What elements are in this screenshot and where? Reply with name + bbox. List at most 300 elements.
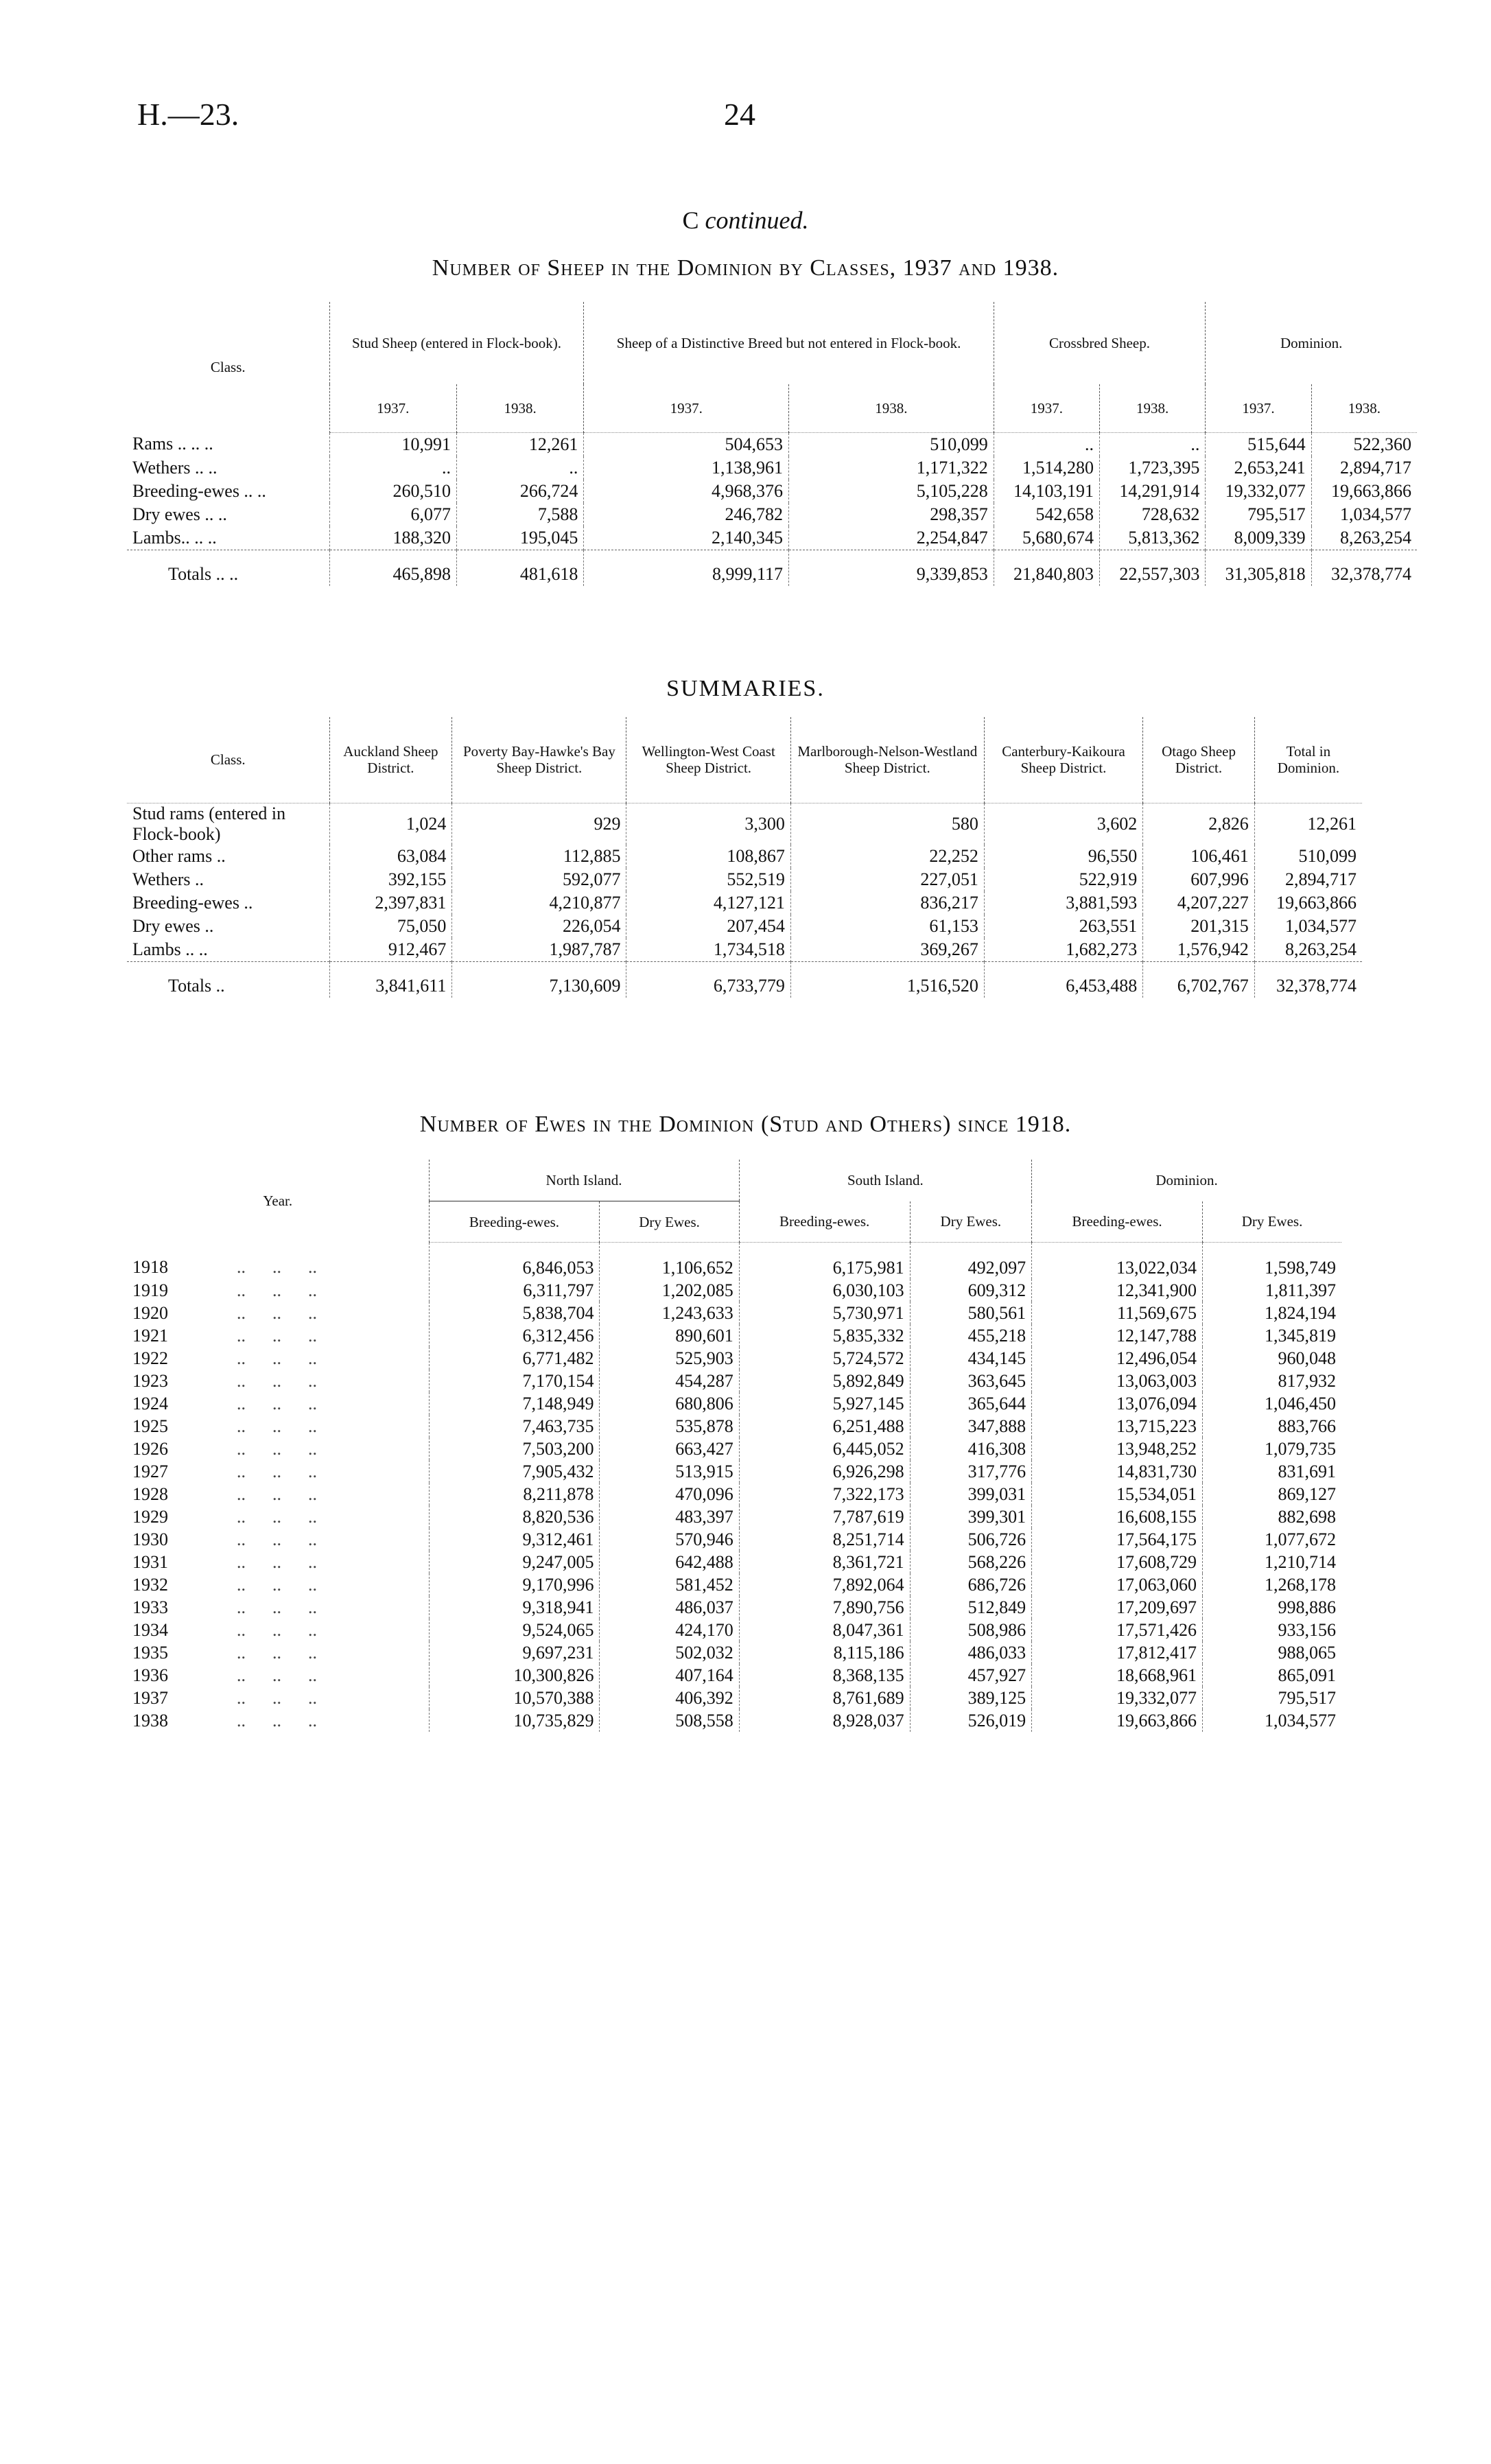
row-label <box>127 1528 429 1551</box>
table-row <box>127 868 1362 891</box>
page-number: 24 <box>724 97 755 132</box>
year-header: Year. <box>263 1193 293 1210</box>
row-label-text: 1929 <box>132 1506 168 1527</box>
cell-value: 483,397 <box>600 1505 739 1528</box>
cell-value: 347,888 <box>910 1415 1031 1438</box>
cell-value: 3,881,593 <box>984 891 1142 915</box>
row-label-text: Dry ewes .. <box>132 915 214 936</box>
cell-value: 406,392 <box>600 1687 739 1709</box>
total-value: 6,733,779 <box>626 961 790 998</box>
cell-value: 6,846,053 <box>429 1243 600 1280</box>
year-row <box>127 1392 1341 1415</box>
row-label <box>127 1279 429 1302</box>
row-label-text: 1920 <box>132 1302 168 1323</box>
group-header: North Island. <box>429 1160 739 1201</box>
district-header: Wellington-West Coast Sheep District. <box>626 717 790 803</box>
table-row <box>127 480 1417 503</box>
cell-value: 5,680,674 <box>994 526 1099 550</box>
cell-value: 525,903 <box>600 1347 739 1370</box>
row-label-text: 1936 <box>132 1665 168 1685</box>
cell-value: 1,243,633 <box>600 1302 739 1324</box>
row-label-text: 1922 <box>132 1348 168 1368</box>
cell-value: 75,050 <box>329 915 452 938</box>
cell-value: 1,024 <box>329 803 452 845</box>
table-row <box>127 803 1362 845</box>
cell-value: 12,261 <box>1254 803 1362 845</box>
cell-value: 457,927 <box>910 1664 1031 1687</box>
cell-value: 2,653,241 <box>1206 456 1311 480</box>
cell-value: .. <box>456 456 583 480</box>
totals-row <box>127 961 1362 998</box>
cell-value: 17,571,426 <box>1032 1619 1203 1641</box>
cell-value: 9,318,941 <box>429 1596 600 1619</box>
cell-value: .. <box>994 432 1099 456</box>
year-row <box>127 1302 1341 1324</box>
leader-dots: .. .. .. <box>237 1529 317 1549</box>
cell-value: 5,730,971 <box>739 1302 910 1324</box>
row-label-text: 1921 <box>132 1325 168 1346</box>
cell-value: 7,588 <box>456 503 583 526</box>
year-row <box>127 1370 1341 1392</box>
row-label-text: 1918 <box>132 1257 168 1278</box>
row-label <box>127 1664 429 1687</box>
year-row <box>127 1347 1341 1370</box>
cell-value: 17,063,060 <box>1032 1573 1203 1596</box>
table-row <box>127 526 1417 550</box>
cell-value: 1,106,652 <box>600 1243 739 1280</box>
cell-value: 13,076,094 <box>1032 1392 1203 1415</box>
cell-value: 18,668,961 <box>1032 1664 1203 1687</box>
leader-dots: .. .. .. <box>237 1370 317 1391</box>
class-header: Class. <box>127 717 329 803</box>
column-header: Dry Ewes. <box>600 1201 739 1243</box>
cell-value: 9,524,065 <box>429 1619 600 1641</box>
table-row <box>127 432 1417 456</box>
cell-value: 508,986 <box>910 1619 1031 1641</box>
cell-value: 7,905,432 <box>429 1460 600 1483</box>
row-label-text: 1934 <box>132 1619 168 1640</box>
cell-value: 6,175,981 <box>739 1243 910 1280</box>
row-label <box>127 1596 429 1619</box>
leader-dots: .. .. .. <box>237 1302 317 1323</box>
cell-value: 12,341,900 <box>1032 1279 1203 1302</box>
leader-dots: .. .. .. <box>237 1483 317 1504</box>
cell-value: 14,291,914 <box>1100 480 1206 503</box>
column-header: Dry Ewes. <box>910 1201 1031 1243</box>
cell-value: 7,322,173 <box>739 1483 910 1505</box>
leader-dots: .. .. .. <box>237 1280 317 1300</box>
group-header: Dominion. <box>1206 302 1417 384</box>
cell-value: 7,787,619 <box>739 1505 910 1528</box>
cell-value: 17,209,697 <box>1032 1596 1203 1619</box>
column-header: Dry Ewes. <box>1203 1201 1341 1243</box>
cell-value: 502,032 <box>600 1641 739 1664</box>
row-label-text: Wethers .. .. <box>132 457 218 478</box>
cell-value: 6,077 <box>329 503 456 526</box>
cell-value: 188,320 <box>329 526 456 550</box>
row-label <box>127 1641 429 1664</box>
group-header: South Island. <box>739 1160 1031 1201</box>
total-value: 6,453,488 <box>984 961 1142 998</box>
year-row <box>127 1460 1341 1483</box>
year-header: 1938. <box>1311 384 1417 432</box>
cell-value: 1,171,322 <box>789 456 994 480</box>
cell-value: 7,463,735 <box>429 1415 600 1438</box>
cell-value: 882,698 <box>1203 1505 1341 1528</box>
table-row <box>127 456 1417 480</box>
group-header: Sheep of a Distinctive Breed but not entered in Flock-book. <box>584 302 994 384</box>
year-header: 1937. <box>584 384 789 432</box>
cell-value: 7,503,200 <box>429 1438 600 1460</box>
cell-value: 19,332,077 <box>1206 480 1311 503</box>
year-header: 1938. <box>789 384 994 432</box>
cell-value: 63,084 <box>329 845 452 868</box>
totals-row <box>127 550 1417 586</box>
cell-value: 515,644 <box>1206 432 1311 456</box>
cell-value: 1,682,273 <box>984 938 1142 962</box>
cell-value: 298,357 <box>789 503 994 526</box>
cell-value: 16,608,155 <box>1032 1505 1203 1528</box>
row-label <box>127 1243 429 1280</box>
group-header: Stud Sheep (entered in Flock-book). <box>329 302 584 384</box>
cell-value: 17,812,417 <box>1032 1641 1203 1664</box>
cell-value: 8,361,721 <box>739 1551 910 1573</box>
column-header: Breeding-ewes. <box>429 1201 600 1243</box>
cell-value: 9,697,231 <box>429 1641 600 1664</box>
leader-dots: .. .. .. <box>237 1393 317 1413</box>
cell-value: 663,427 <box>600 1438 739 1460</box>
cell-value: 1,077,672 <box>1203 1528 1341 1551</box>
cell-value: 2,894,717 <box>1311 456 1417 480</box>
cell-value: 883,766 <box>1203 1415 1341 1438</box>
leader-dots: .. .. .. <box>237 1687 317 1708</box>
cell-value: 568,226 <box>910 1551 1031 1573</box>
cell-value: 389,125 <box>910 1687 1031 1709</box>
table-row <box>127 938 1362 962</box>
cell-value: 207,454 <box>626 915 790 938</box>
cell-value: 492,097 <box>910 1243 1031 1280</box>
cell-value: 831,691 <box>1203 1460 1341 1483</box>
year-row <box>127 1664 1341 1687</box>
section-continued <box>0 206 1491 235</box>
row-label <box>127 1573 429 1596</box>
cell-value: 570,946 <box>600 1528 739 1551</box>
cell-value: 12,261 <box>456 432 583 456</box>
cell-value: 522,360 <box>1311 432 1417 456</box>
leader-dots: .. .. .. <box>237 1665 317 1685</box>
leader-dots: .. .. .. <box>237 1506 317 1527</box>
totals-label: Totals .. <box>127 961 329 998</box>
cell-value: 363,645 <box>910 1370 1031 1392</box>
row-label-text: 1930 <box>132 1529 168 1549</box>
cell-value: 522,919 <box>984 868 1142 891</box>
cell-value: 365,644 <box>910 1392 1031 1415</box>
row-label-text: 1926 <box>132 1438 168 1459</box>
row-label-text: Lambs .. .. <box>132 939 208 959</box>
total-value: 9,339,853 <box>789 550 994 586</box>
district-header: Marlborough-Nelson-Westland Sheep District. <box>790 717 984 803</box>
total-value: 32,378,774 <box>1254 961 1362 998</box>
cell-value: 1,987,787 <box>452 938 626 962</box>
district-header: Poverty Bay-Hawke's Bay Sheep District. <box>452 717 626 803</box>
cell-value: 266,724 <box>456 480 583 503</box>
cell-value: 607,996 <box>1143 868 1255 891</box>
total-value: 6,702,767 <box>1143 961 1255 998</box>
cell-value: 17,564,175 <box>1032 1528 1203 1551</box>
cell-value: 988,065 <box>1203 1641 1341 1664</box>
class-header: Class. <box>210 359 246 375</box>
leader-dots: .. .. .. <box>237 1551 317 1572</box>
cell-value: 1,734,518 <box>626 938 790 962</box>
cell-value: 929 <box>452 803 626 845</box>
cell-value: 1,210,714 <box>1203 1551 1341 1573</box>
cell-value: 108,867 <box>626 845 790 868</box>
cell-value: 1,034,577 <box>1254 915 1362 938</box>
cell-value: .. <box>1100 432 1206 456</box>
row-label-text: 1925 <box>132 1416 168 1436</box>
cell-value: 933,156 <box>1203 1619 1341 1641</box>
cell-value: 2,140,345 <box>584 526 789 550</box>
leader-dots: .. .. .. <box>237 1710 317 1730</box>
cell-value: 5,724,572 <box>739 1347 910 1370</box>
year-header: 1938. <box>456 384 583 432</box>
row-label <box>127 891 329 915</box>
cell-value: 5,813,362 <box>1100 526 1206 550</box>
row-label <box>127 1483 429 1505</box>
cell-value: 8,820,536 <box>429 1505 600 1528</box>
row-label <box>127 1324 429 1347</box>
cell-value: 195,045 <box>456 526 583 550</box>
cell-value: 592,077 <box>452 868 626 891</box>
cell-value: 580,561 <box>910 1302 1031 1324</box>
row-label <box>127 480 329 503</box>
row-label <box>127 803 329 845</box>
totals-label: Totals .. .. <box>127 550 329 586</box>
cell-value: 12,496,054 <box>1032 1347 1203 1370</box>
cell-value: 728,632 <box>1100 503 1206 526</box>
cell-value: 1,034,577 <box>1311 503 1417 526</box>
cell-value: 1,138,961 <box>584 456 789 480</box>
cell-value: 504,653 <box>584 432 789 456</box>
row-label <box>127 1370 429 1392</box>
cell-value: 2,254,847 <box>789 526 994 550</box>
leader-dots: .. .. .. <box>237 1348 317 1368</box>
cell-value: 3,300 <box>626 803 790 845</box>
cell-value: 6,251,488 <box>739 1415 910 1438</box>
cell-value: 552,519 <box>626 868 790 891</box>
cell-value: 8,368,135 <box>739 1664 910 1687</box>
cell-value: 434,145 <box>910 1347 1031 1370</box>
cell-value: 506,726 <box>910 1528 1031 1551</box>
total-value: 481,618 <box>456 550 583 586</box>
total-value: 21,840,803 <box>994 550 1099 586</box>
row-label-text: 1935 <box>132 1642 168 1663</box>
cell-value: 8,047,361 <box>739 1619 910 1641</box>
cell-value: 836,217 <box>790 891 984 915</box>
district-header: Total in Dominion. <box>1254 717 1362 803</box>
table-row <box>127 915 1362 938</box>
year-row <box>127 1709 1341 1732</box>
cell-value: 513,915 <box>600 1460 739 1483</box>
row-label <box>127 456 329 480</box>
year-row <box>127 1573 1341 1596</box>
row-label-text: 1933 <box>132 1597 168 1617</box>
cell-value: 526,019 <box>910 1709 1031 1732</box>
cell-value: 112,885 <box>452 845 626 868</box>
cell-value: 61,153 <box>790 915 984 938</box>
leader-dots: .. .. .. <box>237 1597 317 1617</box>
row-label-text: 1919 <box>132 1280 168 1300</box>
cell-value: 8,928,037 <box>739 1709 910 1732</box>
cell-value: 1,046,450 <box>1203 1392 1341 1415</box>
row-label-text: Breeding-ewes .. .. <box>132 480 266 501</box>
cell-value: 7,892,064 <box>739 1573 910 1596</box>
cell-value: 12,147,788 <box>1032 1324 1203 1347</box>
row-label-text: 1927 <box>132 1461 168 1481</box>
cell-value: 9,170,996 <box>429 1573 600 1596</box>
row-label <box>127 1619 429 1641</box>
district-header: Otago Sheep District. <box>1143 717 1255 803</box>
cell-value: 5,838,704 <box>429 1302 600 1324</box>
group-header: Dominion. <box>1032 1160 1341 1201</box>
cell-value: 1,202,085 <box>600 1279 739 1302</box>
cell-value: 6,445,052 <box>739 1438 910 1460</box>
row-label-text: 1923 <box>132 1370 168 1391</box>
table-row <box>127 503 1417 526</box>
leader-dots: .. .. .. <box>237 1438 317 1459</box>
total-value: 8,999,117 <box>584 550 789 586</box>
cell-value: 106,461 <box>1143 845 1255 868</box>
row-label-text: Lambs.. .. .. <box>132 527 217 548</box>
cell-value: 7,890,756 <box>739 1596 910 1619</box>
row-label <box>127 1687 429 1709</box>
cell-value: 795,517 <box>1203 1687 1341 1709</box>
row-label <box>127 1415 429 1438</box>
cell-value: 9,247,005 <box>429 1551 600 1573</box>
row-label <box>127 868 329 891</box>
cell-value: 260,510 <box>329 480 456 503</box>
cell-value: 1,514,280 <box>994 456 1099 480</box>
cell-value: 795,517 <box>1206 503 1311 526</box>
year-row <box>127 1528 1341 1551</box>
cell-value: 1,079,735 <box>1203 1438 1341 1460</box>
cell-value: 4,207,227 <box>1143 891 1255 915</box>
sheep-by-classes-table <box>127 302 1417 586</box>
cell-value: 817,932 <box>1203 1370 1341 1392</box>
leader-dots: .. .. .. <box>237 1619 317 1640</box>
cell-value: 2,826 <box>1143 803 1255 845</box>
cell-value: 392,155 <box>329 868 452 891</box>
column-header: Breeding-ewes. <box>739 1201 910 1243</box>
cell-value: 19,663,866 <box>1311 480 1417 503</box>
year-row <box>127 1596 1341 1619</box>
cell-value: 510,099 <box>1254 845 1362 868</box>
cell-value: 399,031 <box>910 1483 1031 1505</box>
cell-value: 13,948,252 <box>1032 1438 1203 1460</box>
summaries-title: SUMMARIES. <box>666 676 825 701</box>
cell-value: .. <box>329 456 456 480</box>
row-label-text: 1928 <box>132 1483 168 1504</box>
leader-dots: .. .. .. <box>237 1642 317 1663</box>
cell-value: 246,782 <box>584 503 789 526</box>
cell-value: 1,723,395 <box>1100 456 1206 480</box>
cell-value: 416,308 <box>910 1438 1031 1460</box>
cell-value: 865,091 <box>1203 1664 1341 1687</box>
cell-value: 998,886 <box>1203 1596 1341 1619</box>
year-header: 1938. <box>1100 384 1206 432</box>
leader-dots: .. .. .. <box>237 1574 317 1595</box>
cell-value: 8,115,186 <box>739 1641 910 1664</box>
cell-value: 8,009,339 <box>1206 526 1311 550</box>
section-letter: C <box>682 207 699 234</box>
district-header: Auckland Sheep District. <box>329 717 452 803</box>
cell-value: 890,601 <box>600 1324 739 1347</box>
cell-value: 7,148,949 <box>429 1392 600 1415</box>
row-label <box>127 1347 429 1370</box>
row-label <box>127 432 329 456</box>
row-label <box>127 845 329 868</box>
row-label <box>127 1551 429 1573</box>
total-value: 1,516,520 <box>790 961 984 998</box>
cell-value: 317,776 <box>910 1460 1031 1483</box>
cell-value: 10,991 <box>329 432 456 456</box>
group-header: Crossbred Sheep. <box>994 302 1206 384</box>
row-label-text: Breeding-ewes .. <box>132 892 253 913</box>
row-label-text: Rams .. .. .. <box>132 434 213 454</box>
cell-value: 227,051 <box>790 868 984 891</box>
district-header: Canterbury-Kaikoura Sheep District. <box>984 717 1142 803</box>
cell-value: 14,103,191 <box>994 480 1099 503</box>
cell-value: 19,663,866 <box>1032 1709 1203 1732</box>
cell-value: 7,170,154 <box>429 1370 600 1392</box>
cell-value: 542,658 <box>994 503 1099 526</box>
year-header: 1937. <box>329 384 456 432</box>
cell-value: 2,397,831 <box>329 891 452 915</box>
cell-value: 19,332,077 <box>1032 1687 1203 1709</box>
cell-value: 17,608,729 <box>1032 1551 1203 1573</box>
year-row <box>127 1641 1341 1664</box>
cell-value: 5,105,228 <box>789 480 994 503</box>
summaries-table <box>127 717 1362 998</box>
cell-value: 8,211,878 <box>429 1483 600 1505</box>
cell-value: 960,048 <box>1203 1347 1341 1370</box>
continued-label: continued. <box>705 207 809 234</box>
cell-value: 13,063,003 <box>1032 1370 1203 1392</box>
cell-value: 470,096 <box>600 1483 739 1505</box>
cell-value: 2,894,717 <box>1254 868 1362 891</box>
year-row <box>127 1324 1341 1347</box>
row-label <box>127 938 329 962</box>
cell-value: 535,878 <box>600 1415 739 1438</box>
cell-value: 8,251,714 <box>739 1528 910 1551</box>
leader-dots: .. .. .. <box>237 1325 317 1346</box>
cell-value: 399,301 <box>910 1505 1031 1528</box>
cell-value: 10,300,826 <box>429 1664 600 1687</box>
total-value: 32,378,774 <box>1311 550 1417 586</box>
cell-value: 13,715,223 <box>1032 1415 1203 1438</box>
row-label-text: Other rams .. <box>132 845 226 866</box>
row-label <box>127 1392 429 1415</box>
year-row <box>127 1438 1341 1460</box>
cell-value: 1,576,942 <box>1143 938 1255 962</box>
cell-value: 454,287 <box>600 1370 739 1392</box>
row-label <box>127 526 329 550</box>
table-row <box>127 845 1362 868</box>
cell-value: 609,312 <box>910 1279 1031 1302</box>
cell-value: 8,761,689 <box>739 1687 910 1709</box>
total-value: 465,898 <box>329 550 456 586</box>
cell-value: 581,452 <box>600 1573 739 1596</box>
